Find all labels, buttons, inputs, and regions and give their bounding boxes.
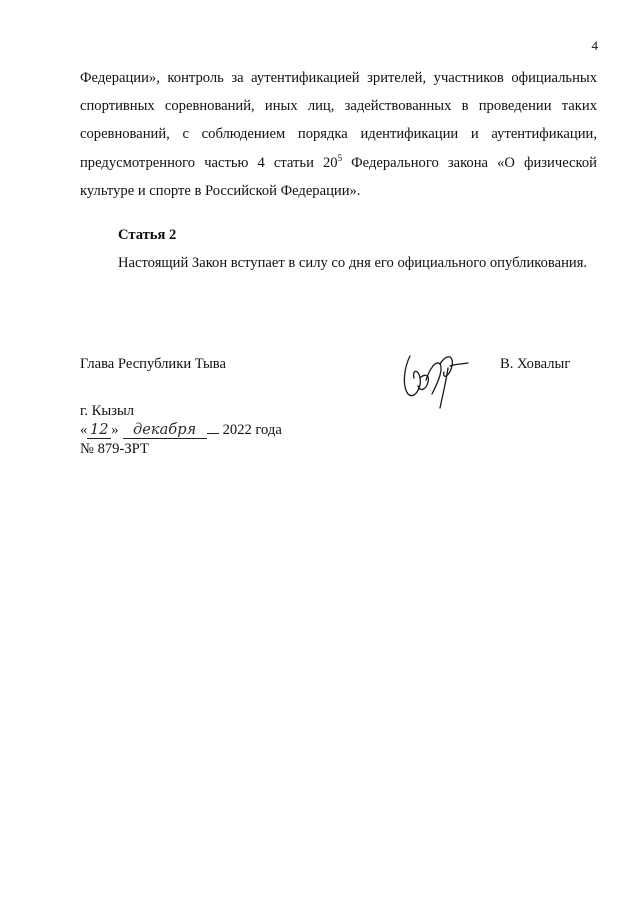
paragraph-text-end: Федерального закона «О физической культуре и спорте в Российской Федерации». (80, 154, 597, 199)
article-2-text: Настоящий Закон вступает в силу со дня его официального опубликования. (118, 255, 588, 271)
place-date-block (80, 402, 282, 459)
article-1-continuation-paragraph (80, 64, 597, 205)
article-2-heading: Статья 2 (118, 227, 177, 243)
law-number: № 879-ЗРТ (80, 441, 149, 457)
close-quote: » (111, 422, 119, 438)
year-text: 2022 года (222, 422, 282, 438)
date-underline (207, 433, 219, 434)
signatory-title: Глава Республики Тыва (80, 356, 226, 372)
open-quote: « (80, 422, 88, 438)
superscript: 5 (337, 152, 343, 163)
page-number: 4 (591, 38, 598, 53)
handwritten-day: 12 (87, 422, 111, 439)
handwritten-month: декабря (123, 422, 207, 439)
date-line (80, 421, 282, 440)
signatory-name: В. Ховалыг (500, 356, 571, 372)
city-line: г. Кызыл (80, 403, 135, 419)
handwritten-signature (396, 338, 472, 412)
paragraph-text: Федерации», контроль за аутентификацией зрителей, участников официальных спортивных соревнований, иных лиц, задействованных в проведении таких соревнований, с соблюдением порядка идентификации и аутентификации, предусмотренного частью 4 статьи 20 (80, 70, 597, 171)
